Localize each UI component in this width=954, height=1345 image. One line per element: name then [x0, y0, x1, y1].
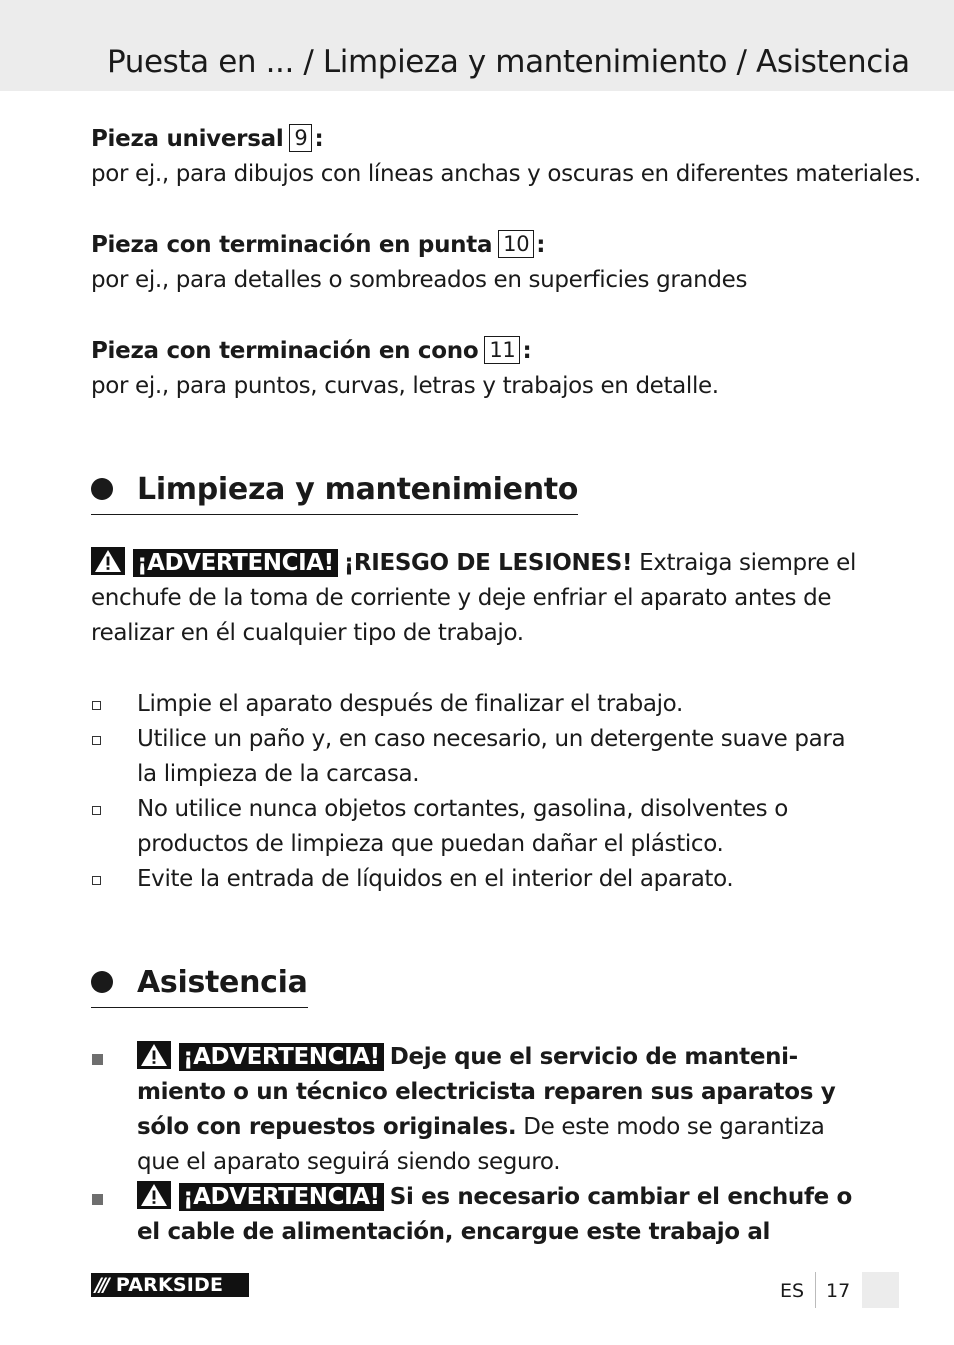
- list-item: [91, 862, 866, 897]
- page-title: Puesta en ... / Limpieza y mantenimiento / Asistencia: [107, 44, 910, 80]
- checkbox-bullet-icon: [92, 701, 101, 710]
- warning-title: ¡RIESGO DE LESIONES!: [343, 550, 633, 576]
- part-description: por ej., para puntos, curvas, letras y trabajos en detalle.: [91, 373, 719, 399]
- warning-bold-text: Si es necesario cambiar el enchufe o el cable de alimentación, encargue este trabajo al: [137, 1184, 852, 1245]
- brand-logo: [91, 1273, 249, 1297]
- square-bullet-icon: [92, 1194, 103, 1205]
- section-bullet-icon: [91, 971, 113, 993]
- part-term: Pieza con terminación en cono: [91, 338, 479, 364]
- list-item-text: No utilice nunca objetos cortantes, gasolina, disolventes o productos de limpieza que puedan dañar el plástico.: [137, 796, 788, 857]
- part-cono: Pieza con terminación en cono 11 : por ej., para puntos, curvas, letras y trabajos en detalle.: [91, 334, 866, 404]
- warning-triangle-icon: [137, 1181, 171, 1209]
- list-item-text: Utilice un paño y, en caso necesario, un detergente suave para la limpieza de la carcasa.: [137, 726, 846, 787]
- part-number: 10: [498, 230, 534, 258]
- list-item-text: Limpie el aparato después de finalizar el trabajo.: [137, 691, 683, 717]
- logo-name: PARKSIDE: [115, 1274, 224, 1296]
- footer-divider: [815, 1272, 816, 1308]
- warning-badge: ¡ADVERTENCIA!: [179, 1043, 384, 1071]
- warning-triangle-icon: [91, 547, 125, 575]
- section-heading: Asistencia: [91, 961, 308, 1008]
- page-number: 17: [826, 1280, 851, 1302]
- page-header: [0, 0, 954, 91]
- list-item: [91, 792, 866, 862]
- section-heading: Limpieza y mantenimiento: [91, 468, 578, 515]
- checkbox-bullet-icon: [92, 876, 101, 885]
- checkbox-bullet-icon: [92, 806, 101, 815]
- list-item-text: Evite la entrada de líquidos en el interior del aparato.: [137, 866, 734, 892]
- part-universal: Pieza universal 9 : por ej., para dibujos con líneas anchas y oscuras en diferentes materiales.: [91, 122, 866, 192]
- service-list: [91, 1040, 866, 1250]
- section-bullet-icon: [91, 478, 113, 500]
- warning-badge: ¡ADVERTENCIA!: [179, 1183, 384, 1211]
- part-term: Pieza con terminación en punta: [91, 232, 493, 258]
- logo-slashes: ///: [95, 1274, 107, 1296]
- section-service: [91, 961, 308, 1008]
- list-item: [91, 687, 866, 722]
- square-bullet-icon: [92, 1054, 103, 1065]
- cleaning-list: [91, 687, 866, 897]
- section-cleaning: [91, 468, 578, 515]
- warning-text: Extraiga siempre el enchufe de la toma de corriente y deje enfriar el aparato antes de realizar en él cualquier tipo de trabajo.: [91, 550, 857, 646]
- list-item: [91, 1040, 866, 1180]
- checkbox-bullet-icon: [92, 736, 101, 745]
- warning-triangle-icon: [137, 1041, 171, 1069]
- list-item: [91, 722, 866, 792]
- part-description: por ej., para detalles o sombreados en superficies grandes: [91, 267, 748, 293]
- part-number: 11: [484, 336, 520, 364]
- list-item: [91, 1180, 866, 1250]
- warning-badge: ¡ADVERTENCIA!: [133, 549, 338, 577]
- part-number: 9: [289, 124, 312, 152]
- warning-text: De este modo se garantiza que el aparato seguirá siendo seguro.: [137, 1114, 825, 1175]
- language-code: ES: [780, 1280, 805, 1302]
- part-punta: Pieza con terminación en punta 10 : por ej., para detalles o sombreados en superficies grandes: [91, 228, 866, 298]
- page-edge-tab: [862, 1272, 899, 1308]
- part-description: por ej., para dibujos con líneas anchas y oscuras en diferentes materiales.: [91, 161, 921, 187]
- warning-bold-text: Deje que el servicio de mantenimiento o un técnico electricista reparen sus aparatos y sólo con repuestos originales.: [137, 1044, 836, 1140]
- part-term: Pieza universal: [91, 126, 284, 152]
- cleaning-warning: [91, 546, 866, 651]
